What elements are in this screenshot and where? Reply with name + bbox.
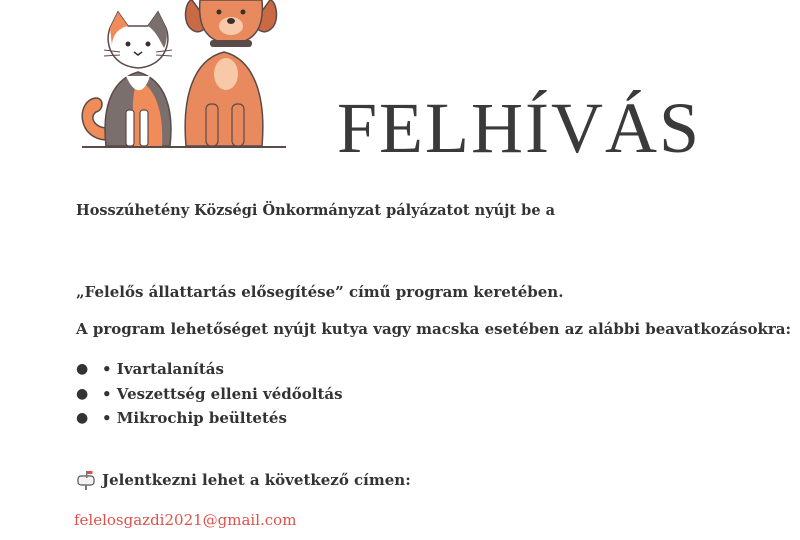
program-text: „Felelős állattartás elősegítése” című program keretében.	[76, 283, 564, 301]
page-title: FELHÍVÁS	[337, 88, 702, 168]
list-item: ● • Mikrochip beültetés	[76, 409, 287, 428]
description-text: A program lehetőséget nyújt kutya vagy macska esetében az alábbi beavatkozásokra:	[76, 320, 792, 338]
list-item: ● • Ivartalanítás	[76, 360, 224, 379]
contact-label: Jelentkezni lehet a következő címen:	[102, 471, 411, 489]
cat-and-dog-illustration	[74, 0, 290, 150]
mailbox-icon	[76, 470, 96, 490]
email-link[interactable]: felelosgazdi2021@gmail.com	[74, 511, 297, 529]
list-item: ● • Veszettség elleni védőoltás	[76, 384, 343, 403]
bullet-icon: ●	[76, 385, 89, 402]
intervention-list	[76, 357, 343, 431]
bullet-icon: ●	[76, 410, 89, 427]
bullet-icon: ●	[76, 361, 89, 378]
contact-line	[76, 470, 411, 490]
intro-text: Hosszúhetény Községi Önkormányzat pályázatot nyújt be a	[76, 202, 555, 219]
